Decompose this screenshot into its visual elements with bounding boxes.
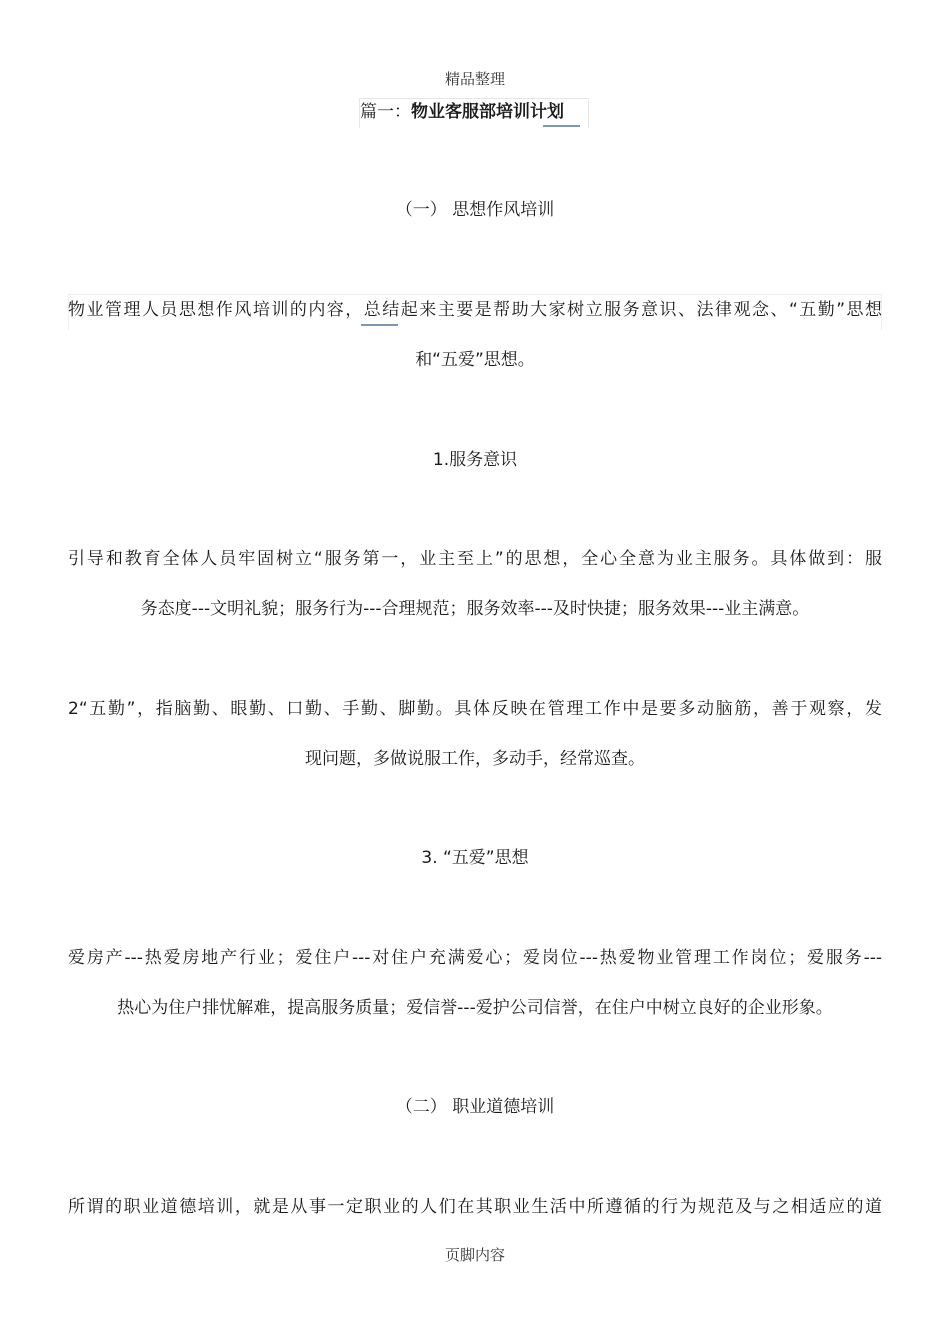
document-title (359, 98, 589, 128)
title-underline-mark (543, 125, 580, 127)
paragraph-line: 热心为住户排忧解难，提高服务质量；爱信誉---爱护公司信誉，在住户中树立良好的企业形象。 (117, 998, 833, 1018)
title-main: 物业客服部培训计划 (411, 102, 564, 122)
paragraph-line: 物业管理人员思想作风培训的内容，总结起来主要是帮助大家树立服务意识、法律观念、“五勤”思想 (68, 300, 882, 320)
paragraph-line: 所谓的职业道德培训，就是从事一定职业的人们在其职业生活中所遵循的行为规范及与之相适应的道 (68, 1197, 882, 1217)
page-header-label: 精品整理 (444, 70, 505, 88)
subsection-heading: 3. “五爱”思想 (421, 848, 529, 868)
subsection-heading: 1.服务意识 (432, 450, 518, 470)
paragraph-line: 爱房产---热爱房地产行业；爱住户---对住户充满爱心；爱岗位---热爱物业管理工作岗位；爱服务--- (68, 948, 882, 968)
section-heading: （一） 思想作风培训 (395, 200, 555, 220)
paragraph-line: 2“五勤”，指脑勤、眼勤、口勤、手勤、脚勤。具体反映在管理工作中是要多动脑筋，善于观察，发 (68, 699, 882, 719)
page-footer-label: 页脚内容 (444, 1246, 505, 1264)
section-heading: （二） 职业道德培训 (395, 1097, 555, 1117)
paragraph-line: 务态度---文明礼貌；服务行为---合理规范；服务效率---及时快捷；服务效果---业主满意。 (140, 599, 810, 619)
paragraph-line: 和“五爱”思想。 (415, 350, 535, 370)
word-underline-mark (361, 324, 398, 326)
title-prefix: 篇一： (360, 102, 411, 122)
paragraph-line: 引导和教育全体人员牢固树立“服务第一，业主至上”的思想，全心全意为业主服务。具体做到：服 (68, 549, 882, 569)
paragraph-line: 现问题，多做说服工作，多动手，经常巡查。 (305, 749, 645, 769)
